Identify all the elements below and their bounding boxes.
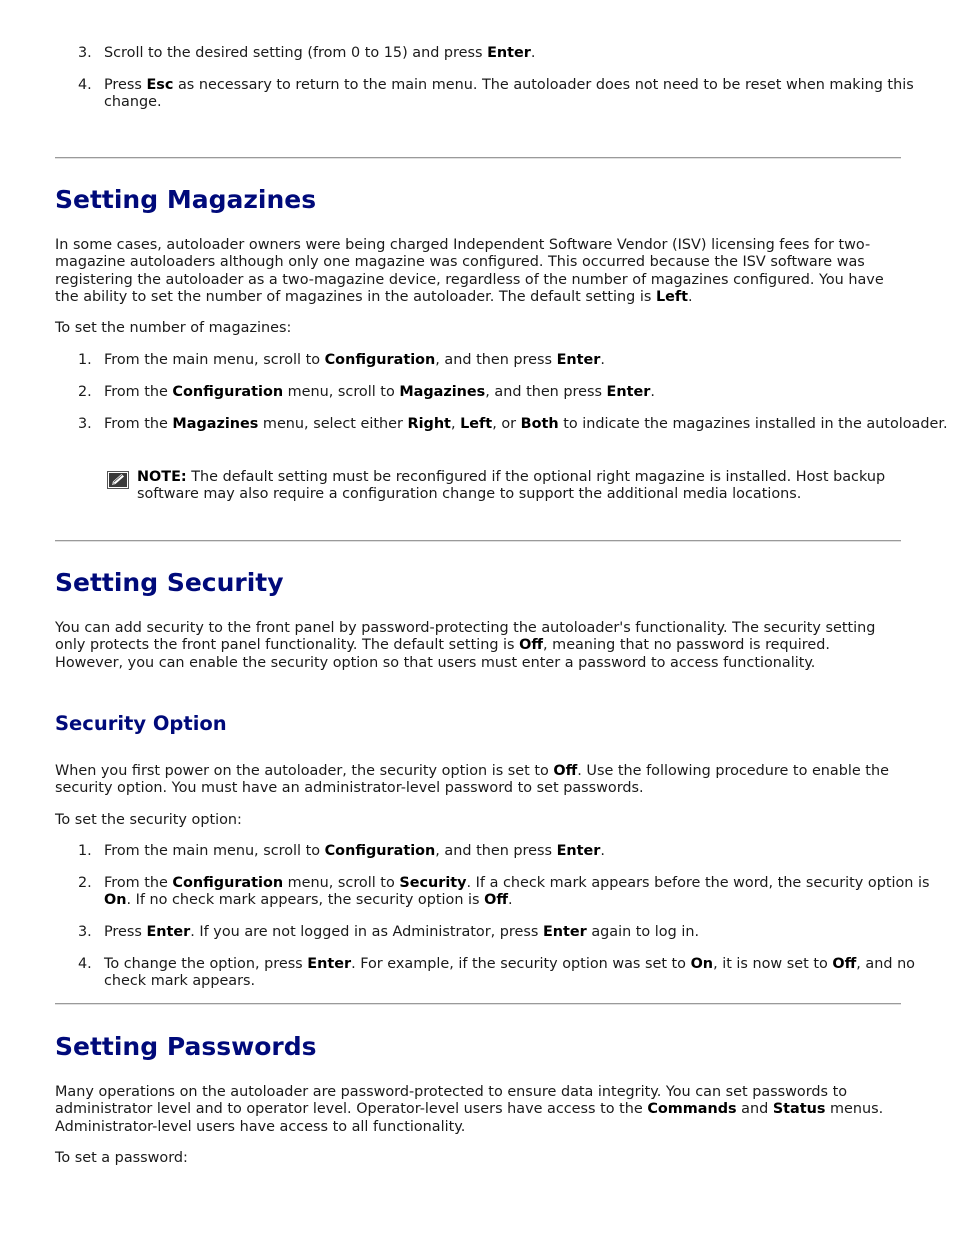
list-number: 3. [78,45,92,61]
passwords-intro: Many operations on the autoloader are password-protected to ensure data integrity. You can set passwords to administrator level and to operator level. Operator-level users have access to the Commands and Status menus. Administrator-level users have access to all functionality. [55,1084,884,1135]
list-item: 1. From the main menu, scroll to Configuration, and then press Enter. [78,843,605,859]
section-divider [55,540,901,542]
section-divider [55,1003,901,1005]
pencil-note-icon [107,471,129,489]
subsection-title-security-option: Security Option [55,712,227,735]
list-item: 4. To change the option, press Enter. For example, if the security option was set to On, it is now set to Off, and no check mark appears. [78,956,915,990]
list-item: 4. Press Esc as necessary to return to the main menu. The autoloader does not need to be reset when making this change. [78,77,914,111]
list-item: 2. From the Configuration menu, scroll to Magazines, and then press Enter. [78,384,655,400]
security-option-text: When you first power on the autoloader, the security option is set to Off. Use the following procedure to enable the security option. You must have an administrator-level password to set passwords. [55,763,889,797]
section-title-magazines: Setting Magazines [55,185,317,214]
list-item: 3. From the Magazines menu, select either Right, Left, or Both to indicate the magazines installed in the autoloader. [78,416,948,432]
list-number: 4. [78,77,92,93]
security-lead: To set the security option: [55,812,242,828]
section-divider [55,157,901,159]
note-text: NOTE: The default setting must be reconfigured if the optional right magazine is installed. Host backup software may also require a configuration change to support the additional media locations. [137,469,886,503]
list-item: 3. Scroll to the desired setting (from 0 to 15) and press Enter. [78,45,536,61]
passwords-lead: To set a password: [55,1150,188,1166]
magazines-intro: In some cases, autoloader owners were being charged Independent Software Vendor (ISV) licensing fees for two-magazine autoloaders although only one magazine was configured. This occurred because the ISV software was registering the autoloader as a two-magazine device, regardless of the number of magazines configured. You have the ability to set the number of magazines in the autoloader. The default setting is Left. [55,237,884,305]
section-title-passwords: Setting Passwords [55,1032,317,1061]
list-item: 2. From the Configuration menu, scroll to Security. If a check mark appears before the word, the security option is On. If no check mark appears, the security option is Off. [78,875,930,909]
list-item: 3. Press Enter. If you are not logged in as Administrator, press Enter again to log in. [78,924,700,940]
section-title-security: Setting Security [55,568,284,597]
list-item: 1. From the main menu, scroll to Configuration, and then press Enter. [78,352,605,368]
security-intro: You can add security to the front panel by password-protecting the autoloader's functionality. The security setting only protects the front panel functionality. The default setting is Off, meaning that no password is required. However, you can enable the security option so that users must enter a password to access functionality. [55,620,876,671]
magazines-lead: To set the number of magazines: [55,320,292,336]
